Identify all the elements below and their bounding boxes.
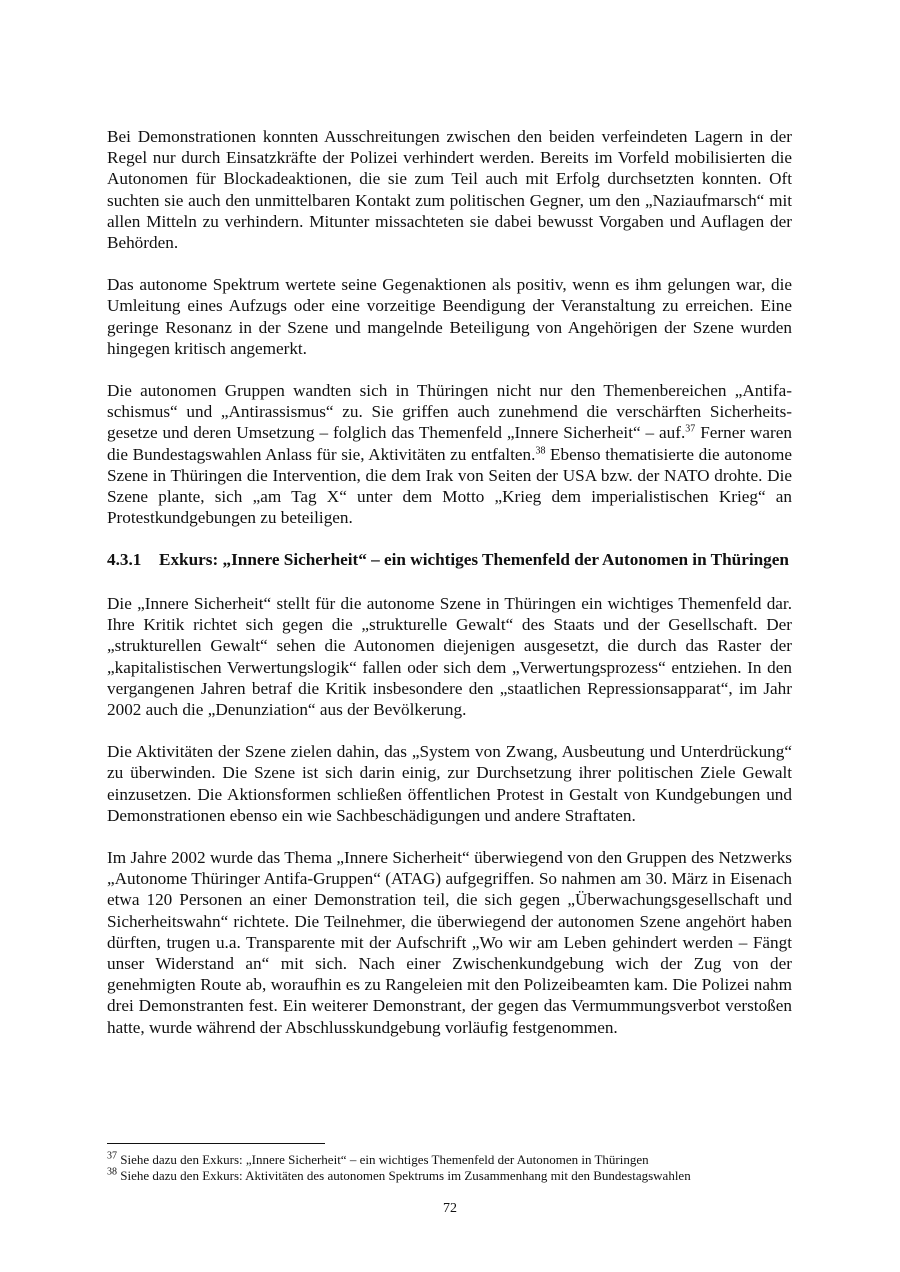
page-number: 72 bbox=[443, 1201, 457, 1216]
footnote-38 bbox=[107, 1168, 807, 1184]
footnote-text: Siehe dazu den Exkurs: „Innere Sicherheit“ – ein wichtiges Themenfeld der Autonomen in Thüringen bbox=[117, 1152, 649, 1167]
paragraph-gegenaktionen: Das autonome Spektrum wertete seine Gegenaktionen als positiv, wenn es ihm gelungen war, die Umleitung eines Aufzugs oder eine vorzeitige Beendigung der Veranstaltung zu erreichen. Eine geringe Resonanz in der Szene und mangelnde Beteiligung von Angehörigen der Szene wurden hingegen kritisch angemerkt. bbox=[107, 275, 792, 358]
paragraph-demonstrationen: Bei Demonstrationen konnten Ausschreitungen zwischen den beiden verfeindeten Lagern in der Regel nur durch Einsatzkräfte der Polizei verhindert werden. Bereits im Vorfeld mobilisierten die Autonomen für Blockadeaktionen, die sie zum Teil auch mit Erfolg durchsetzten konnten. Oft suchten sie auch den unmittelbaren Kontakt zum politischen Gegner, um den „Naziaufmarsch“ mit allen Mitteln zu verhindern. Mitunter missachteten sie dabei bewusst Vorgaben und Auflagen der Behörden. bbox=[107, 127, 792, 253]
paragraph-text: Ebenso thematisierte die autonome Szene in Thüringen die Intervention, die dem Irak von Seiten der USA bzw. der NATO drohte. Die Szene plante, sich „am Tag X“ unter dem Motto „Krieg dem imperialistischen Krieg“ an Protestkundgebungen zu beteiligen. bbox=[107, 444, 793, 528]
paragraph-themenbereiche bbox=[107, 380, 792, 528]
section-number: 4.3.1 bbox=[107, 550, 142, 570]
footnote-number: 37 bbox=[107, 1150, 117, 1162]
paragraph-text: Die autonomen Gruppen wandten sich in Thüringen nicht nur den Themenbereichen „Antifaschismus“ und „Antirassismus“ zu. Sie griffen auch zunehmend die verschärften Sicherheitsgesetze und deren Umsetzung – folglich das Themenfeld „Innere Sicherheit“ – auf. bbox=[107, 381, 792, 443]
paragraph-eisenach: Im Jahre 2002 wurde das Thema „Innere Sicherheit“ überwiegend von den Gruppen des Netzwerks „Autonome Thüringer Antifa-Gruppen“ (ATAG) aufgegriffen. So nahmen am 30. März in Eisenach etwa 120 Personen an einer Demonstration teil, die sich gegen „Überwachungsgesellschaft und Sicherheitswahn“ richtete. Die Teilnehmer, die überwiegend der autonomen Szene angehört haben dürften, trugen u.a. Transparente mit der Aufschrift „Wo wir am Leben gehindert werden – Fängt unser Widerstand an“ mit sich. Nach einer Zwischenkundgebung wich der Zug von der genehmigten Route ab, woraufhin es zu Rangeleien mit den Polizeibeamten kam. Die Polizei nahm drei Demonstranten fest. Ein weiterer Demonstrant, der gegen das Vermummungsverbot verstoßen hatte, wurde während der Abschlusskundgebung vorläufig festgenommen. bbox=[107, 847, 792, 1037]
footnotes bbox=[107, 1143, 807, 1183]
paragraph-text: Ferner waren die Bundestagswahlen Anlass für sie, Aktivitäten zu entfalten. bbox=[107, 423, 792, 464]
footnote-ref-37[interactable]: 37 bbox=[685, 423, 696, 435]
footnote-text: Siehe dazu den Exkurs: Aktivitäten des autonomen Spektrums im Zusammenhang mit den Bundestagswahlen bbox=[117, 1167, 691, 1183]
footnote-divider bbox=[107, 1143, 325, 1144]
page-body bbox=[107, 126, 792, 1059]
footnote-ref-38[interactable]: 38 bbox=[535, 444, 546, 456]
paragraph-aktivitaeten: Die Aktivitäten der Szene zielen dahin, das „System von Zwang, Ausbeutung und Unterdrückung“ zu überwinden. Die Szene ist sich darin einig, zur Durchsetzung ihrer politischen Ziele Gewalt einzusetzen. Die Aktionsformen schließen öffentlichen Protest in Gestalt von Kundgebungen und Demonstrationen ebenso ein wie Sachbeschädigungen und andere Straftaten. bbox=[107, 742, 792, 825]
footnote-37 bbox=[107, 1152, 807, 1168]
footnote-number: 38 bbox=[107, 1166, 117, 1178]
paragraph-innere-sicherheit: Die „Innere Sicherheit“ stellt für die autonome Szene in Thüringen ein wichtiges Themenfeld dar. Ihre Kritik richtet sich gegen die „strukturelle Gewalt“ des Staats und der Gesellschaft. Der „strukturellen Gewalt“ sehen die Autonomen diejenigen ausgesetzt, die durch das Raster der „kapitalistischen Verwertungslogik“ fallen oder sich dem „Verwertungsprozess“ entziehen. In den vergangenen Jahren betraf die Kritik insbesondere den „staatlichen Repressionsapparat“, im Jahr 2002 auch die „Denunziation“ aus der Bevölkerung. bbox=[107, 593, 792, 719]
section-title: Exkurs: „Innere Sicherheit“ – ein wichtiges Themenfeld der Autonomen in Thüringen bbox=[159, 550, 789, 570]
section-heading bbox=[107, 549, 792, 571]
